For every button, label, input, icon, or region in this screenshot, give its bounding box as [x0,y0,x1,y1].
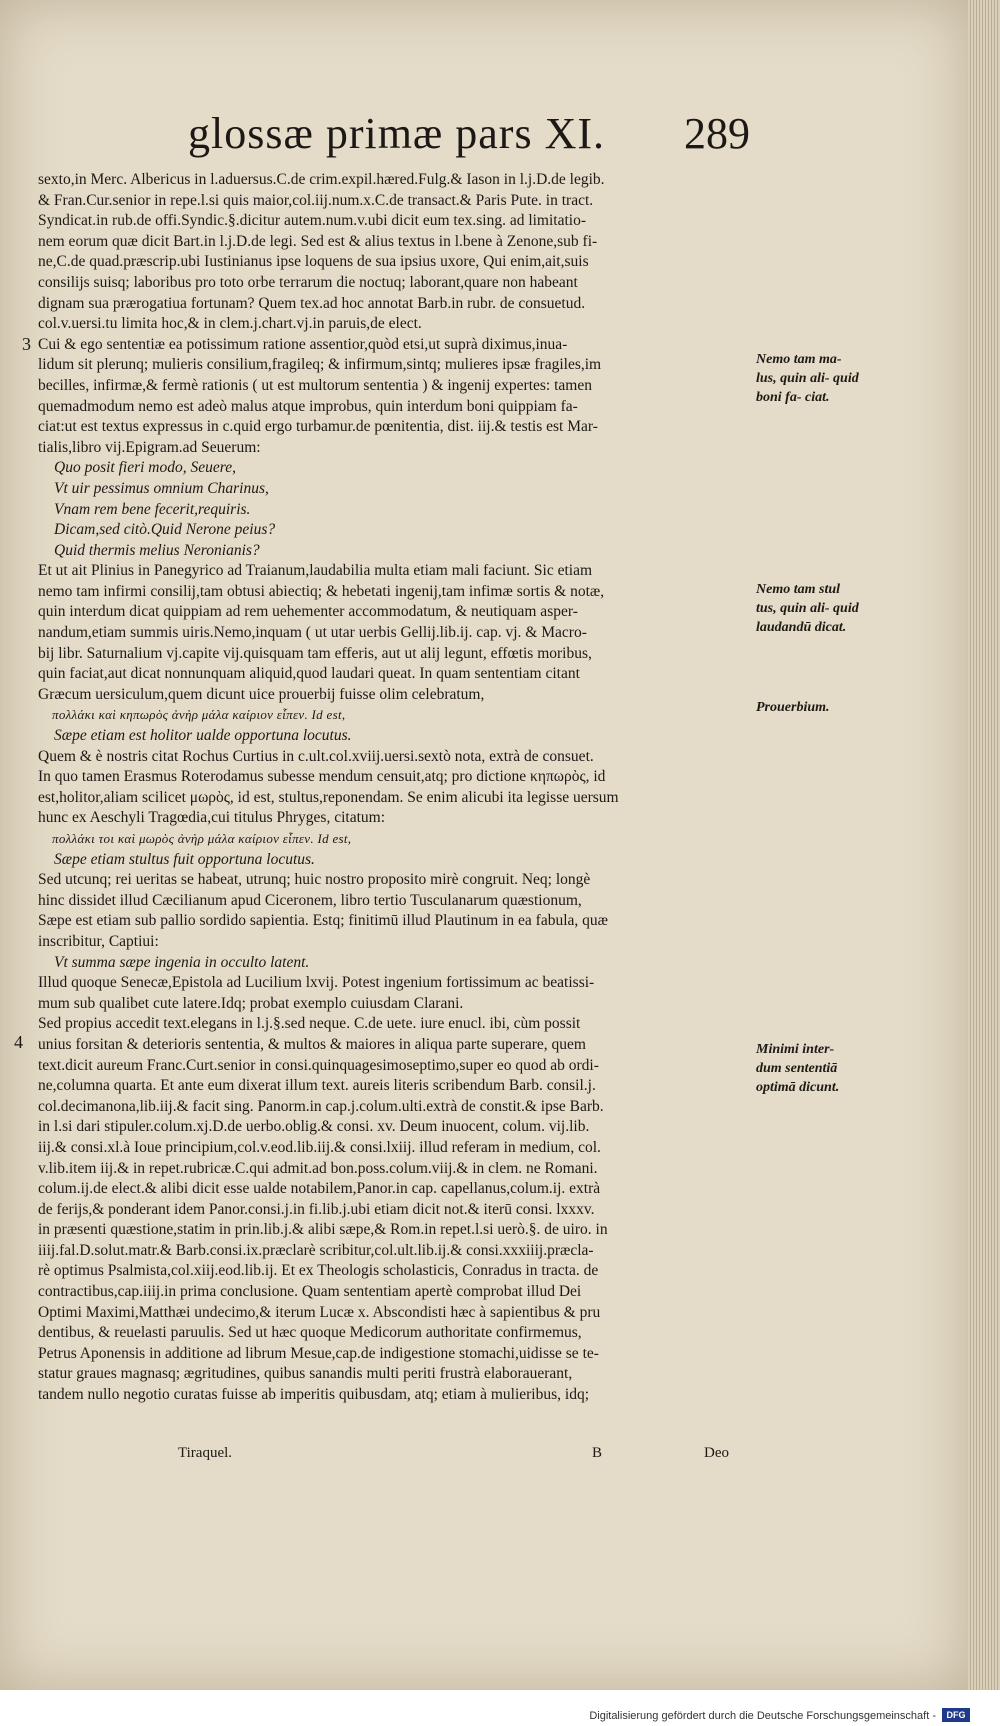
text-line: col.v.uersi.tu limita hoc,& in clem.j.chart.vj.in paruis,de elect. [38,315,422,333]
text-line: hinc dissidet illud Cæcilianum apud Ciceronem, libro tertio Tusculanarum quæstionum, [38,891,582,909]
verse-line: Quid thermis melius Neronianis? [54,541,260,559]
verse-line: Vt uir pessimus omnium Charinus, [54,479,269,497]
text-line: nemo tam infirmi consilij,tam obtusi abiectiq; & hebetati ingenij,tam infimæ sortis & notæ, [38,582,605,600]
text-line: bij libr. Saturnalium vj.capite vij.quisquam tam efferis, aut ut alij legunt, effœtis moribus, [38,644,592,662]
dfg-logo: DFG [942,1708,970,1722]
text-line: v.lib.item iij.& in repet.rubricæ.C.qui admit.ad bon.poss.colum.viij.& in clem. ne Romani. [38,1159,598,1177]
text-line: Sed propius accedit text.elegans in l.j.§.sed neque. C.de uete. iure enucl. ibi, cùm possit [38,1015,581,1033]
signature-mark: B [592,1445,603,1461]
text-line: de ferijs,& ponderant idem Panor.consi.j.in fi.lib.j.ubi etiam dicit not.& iterū consi. lxxxv. [38,1200,595,1218]
body-text [38,170,746,1406]
text-line: mum sub qualibet cute latere.Idq; probat exemplo cuiusdam Clarani. [38,994,464,1012]
text-line: Sæpe est etiam sub pallio sordido sapientia. Estq; finitimū illud Plautinum in ea fabula, quæ [38,912,608,930]
text-line: quemadmodum nemo est adeò malus atque improbus, quin interdum boni quippiam fa- [38,397,578,415]
page-number: 289 [684,109,750,158]
verse-line: Vnam rem bene fecerit,requiris. [54,500,251,518]
verse-line: Quo posit fieri modo, Seuere, [54,459,236,477]
verse-line: Vt summa sæpe ingenia in occulto latent. [54,953,310,971]
verse-line: Dicam,sed citò.Quid Nerone peius? [54,521,276,539]
margin-note: Minimi inter- dum sententiā optimā dicunt. [756,1042,840,1095]
text-line: in præsenti quæstione,statim in prin.lib.j.& alibi sæpe,& Rom.in repet.l.si uerò.§. de uiro. in [38,1221,608,1239]
text-line: ciat:ut est textus expressus in c.quid ergo turbamur.de pœnitentia, dist. iij.& testis est Mar- [38,418,598,436]
margin-note: Prouerbium. [756,700,830,715]
text-line: Syndicat.in rub.de offi.Syndic.§.dicitur autem.num.v.ubi dicit eum tex.sing. ad limitatio- [38,212,587,230]
text-line: ne,C.de quad.præscrip.ubi Iustinianus ipse loquens de sua ipsius uxore, Qui enim,ait,suis [38,253,589,271]
text-line: iij.& consi.xl.à Ioue principium,col.v.eod.lib.iij.& consi.lxiij. illud referam in medium, col. [38,1138,601,1156]
text-line: Illud quoque Senecæ,Epistola ad Lucilium lxvij. Potest ingenium fortissimum ac beatissi- [38,974,595,992]
text-line: tandem nullo negotio curatas fuisse ab imperitis quibusdam, atq; etiam à mulieribus, idq; [38,1386,589,1404]
text-line: quin faciat,aut dicat nonnunquam aliquid,quod laudari queat. In quam sententiam citant [38,665,580,683]
text-line: consilijs suisq; laboribus pro toto orbe terrarum die noctuq; laborant,quare non habeant [38,273,578,291]
text-line: unius forsitan & deterioris sententia, & multos & maiores in aliqua parte superare, quem [38,1035,586,1053]
section-number: 3 [22,334,31,354]
text-line: nem eorum quæ dicit Bart.in l.j.D.de legi. Sed est & alius textus in l.bene à Zenone,sub fi- [38,232,598,250]
margin-note: Nemo tam stul tus, quin ali- quid laudandū dicat. [756,582,859,635]
text-line: lidum sit plerunq; mulieris consilium,fragileq; & infirmum,sintq; mulieres ipsæ fragiles,im [38,356,602,374]
text-line: Cui & ego sententiæ ea potissimum ratione assentior,quòd etsi,ut suprà diximus,inua- [38,335,568,353]
greek-line: πολλάκι τοι καὶ μωρὸς ἀνὴρ μάλα καίριον εἶπεν. Id est, [52,831,352,846]
text-line: & Fran.Cur.senior in repe.l.si quis maior,col.iij.num.x.C.de transact.& Paris Pute. in tract. [38,191,594,209]
text-line: est,holitor,aliam scilicet μωρὸς, id est, stultus,reponendam. Se enim alicubi ita legisse uersum [38,788,619,806]
verse-line: Sæpe etiam est holitor ualde opportuna locutus. [54,727,352,745]
text-line: iiij.fal.D.solut.matr.& Barb.consi.ix.præclarè scribitur,col.ult.lib.ij.& consi.xxxiiij.præcla- [38,1241,594,1259]
text-line: hunc ex Aeschyli Tragœdia,cui titulus Phryges, citatum: [38,809,385,827]
text-line: In quo tamen Erasmus Roterodamus subesse mendum censuit,atq; pro dictione κηπωρὸς, id [38,768,606,786]
text-line: Græcum uersiculum,quem dicunt uice prouerbij fuisse olim celebratum, [38,685,485,703]
text-line: rè optimus Psalmista,col.xiij.eod.lib.ij. Et ex Theologis scholasticis, Conradus in tracta. de [38,1262,599,1280]
text-line: text.dicit aureum Franc.Curt.senior in consi.quinquagesimoseptimo,super eo quod ab ordi- [38,1056,599,1074]
text-line: dentibus, & reuelasti paruulis. Sed ut hæc quoque Medicorum authoritate confirmemus, [38,1324,582,1342]
greek-line: πολλάκι καὶ κηπωρὸς ἀνὴρ μάλα καίριον εἶπεν. Id est, [52,707,346,723]
section-number: 4 [14,1032,23,1052]
digitization-credit: Digitalisierung gefördert durch die Deutsche Forschungsgemeinschaft - [589,1710,936,1722]
text-line: Optimi Maximi,Matthæi undecimo,& iterum Lucæ x. Abscondisti hæc à sapientibus & pru [38,1303,601,1321]
text-line: dignam sua prærogatiua fortunam? Quem tex.ad hoc annotat Barb.in rubr. de consuetud. [38,294,586,312]
text-line: inscribitur, Captiui: [38,932,159,950]
page-header [0,108,968,178]
running-title: glossæ primæ pars XI. [188,109,605,158]
author-name: Tiraquel. [178,1445,233,1461]
text-line: contractibus,cap.iiij.in prima conclusione. Quam sententiam apertè comprobat illud Dei [38,1283,582,1301]
text-line: ne,columna quarta. Et ante eum dixerat illum text. aureis literis scribendum Barb. consil.j. [38,1077,596,1095]
text-line: Sed utcunq; rei ueritas se habeat, utrunq; huic nostro proposito mirè congruit. Neq; longè [38,871,591,889]
page-edges [968,0,1000,1690]
text-line: in l.si dari stipuler.colum.xj.D.de uerbo.oblig.& consi. xv. Deum inuocent, colum. vij.lib. [38,1118,590,1136]
text-line: col.decimanona,lib.iij.& facit sing. Panorm.in cap.j.colum.ulti.extrà de constit.& ipse Barb. [38,1097,604,1115]
text-line: tialis,libro vij.Epigram.ad Seuerum: [38,438,261,456]
margin-note: Nemo tam ma- lus, quin ali- quid boni fa- ciat. [756,352,859,405]
text-line: quin interdum dicat quippiam ad rem uehementer accommodatum, & neutiquam asper- [38,603,578,621]
text-line: Quem & è nostris citat Rochus Curtius in c.ult.col.xviij.uersi.sextò nota, extrà de consuet. [38,747,594,765]
catchword: Deo [704,1445,729,1461]
text-line: sexto,in Merc. Albericus in l.aduersus.C.de crim.expil.hæred.Fulg.& Iason in l.j.D.de legib. [38,171,605,188]
text-line: colum.ij.de elect.& alibi dicit esse ualde notabilem,Panor.in cap. capellanus,colum.ij. extrà [38,1180,601,1198]
text-line: nandum,etiam summis uiris.Nemo,inquam ( ut utar uerbis Gellij.lib.ij. cap. vj. & Macro- [38,624,587,642]
text-line: Et ut ait Plinius in Panegyrico ad Traianum,laudabilia multa etiam mali faciunt. Sic etiam [38,562,593,580]
verse-line: Sæpe etiam stultus fuit opportuna locutus. [54,850,315,868]
signature-line [178,1445,748,1465]
text-line: becilles, infirmæ,& fermè rationis ( ut est multorum sententia ) & ingenij expertes: tamen [38,376,592,394]
text-line: statur graues magnasq; ægritudines, quibus sanandis multi periti frustrà elaborauerant, [38,1365,573,1383]
text-line: Petrus Aponensis in additione ad librum Mesue,cap.de indigestione stomachi,uidisse se te- [38,1344,599,1362]
